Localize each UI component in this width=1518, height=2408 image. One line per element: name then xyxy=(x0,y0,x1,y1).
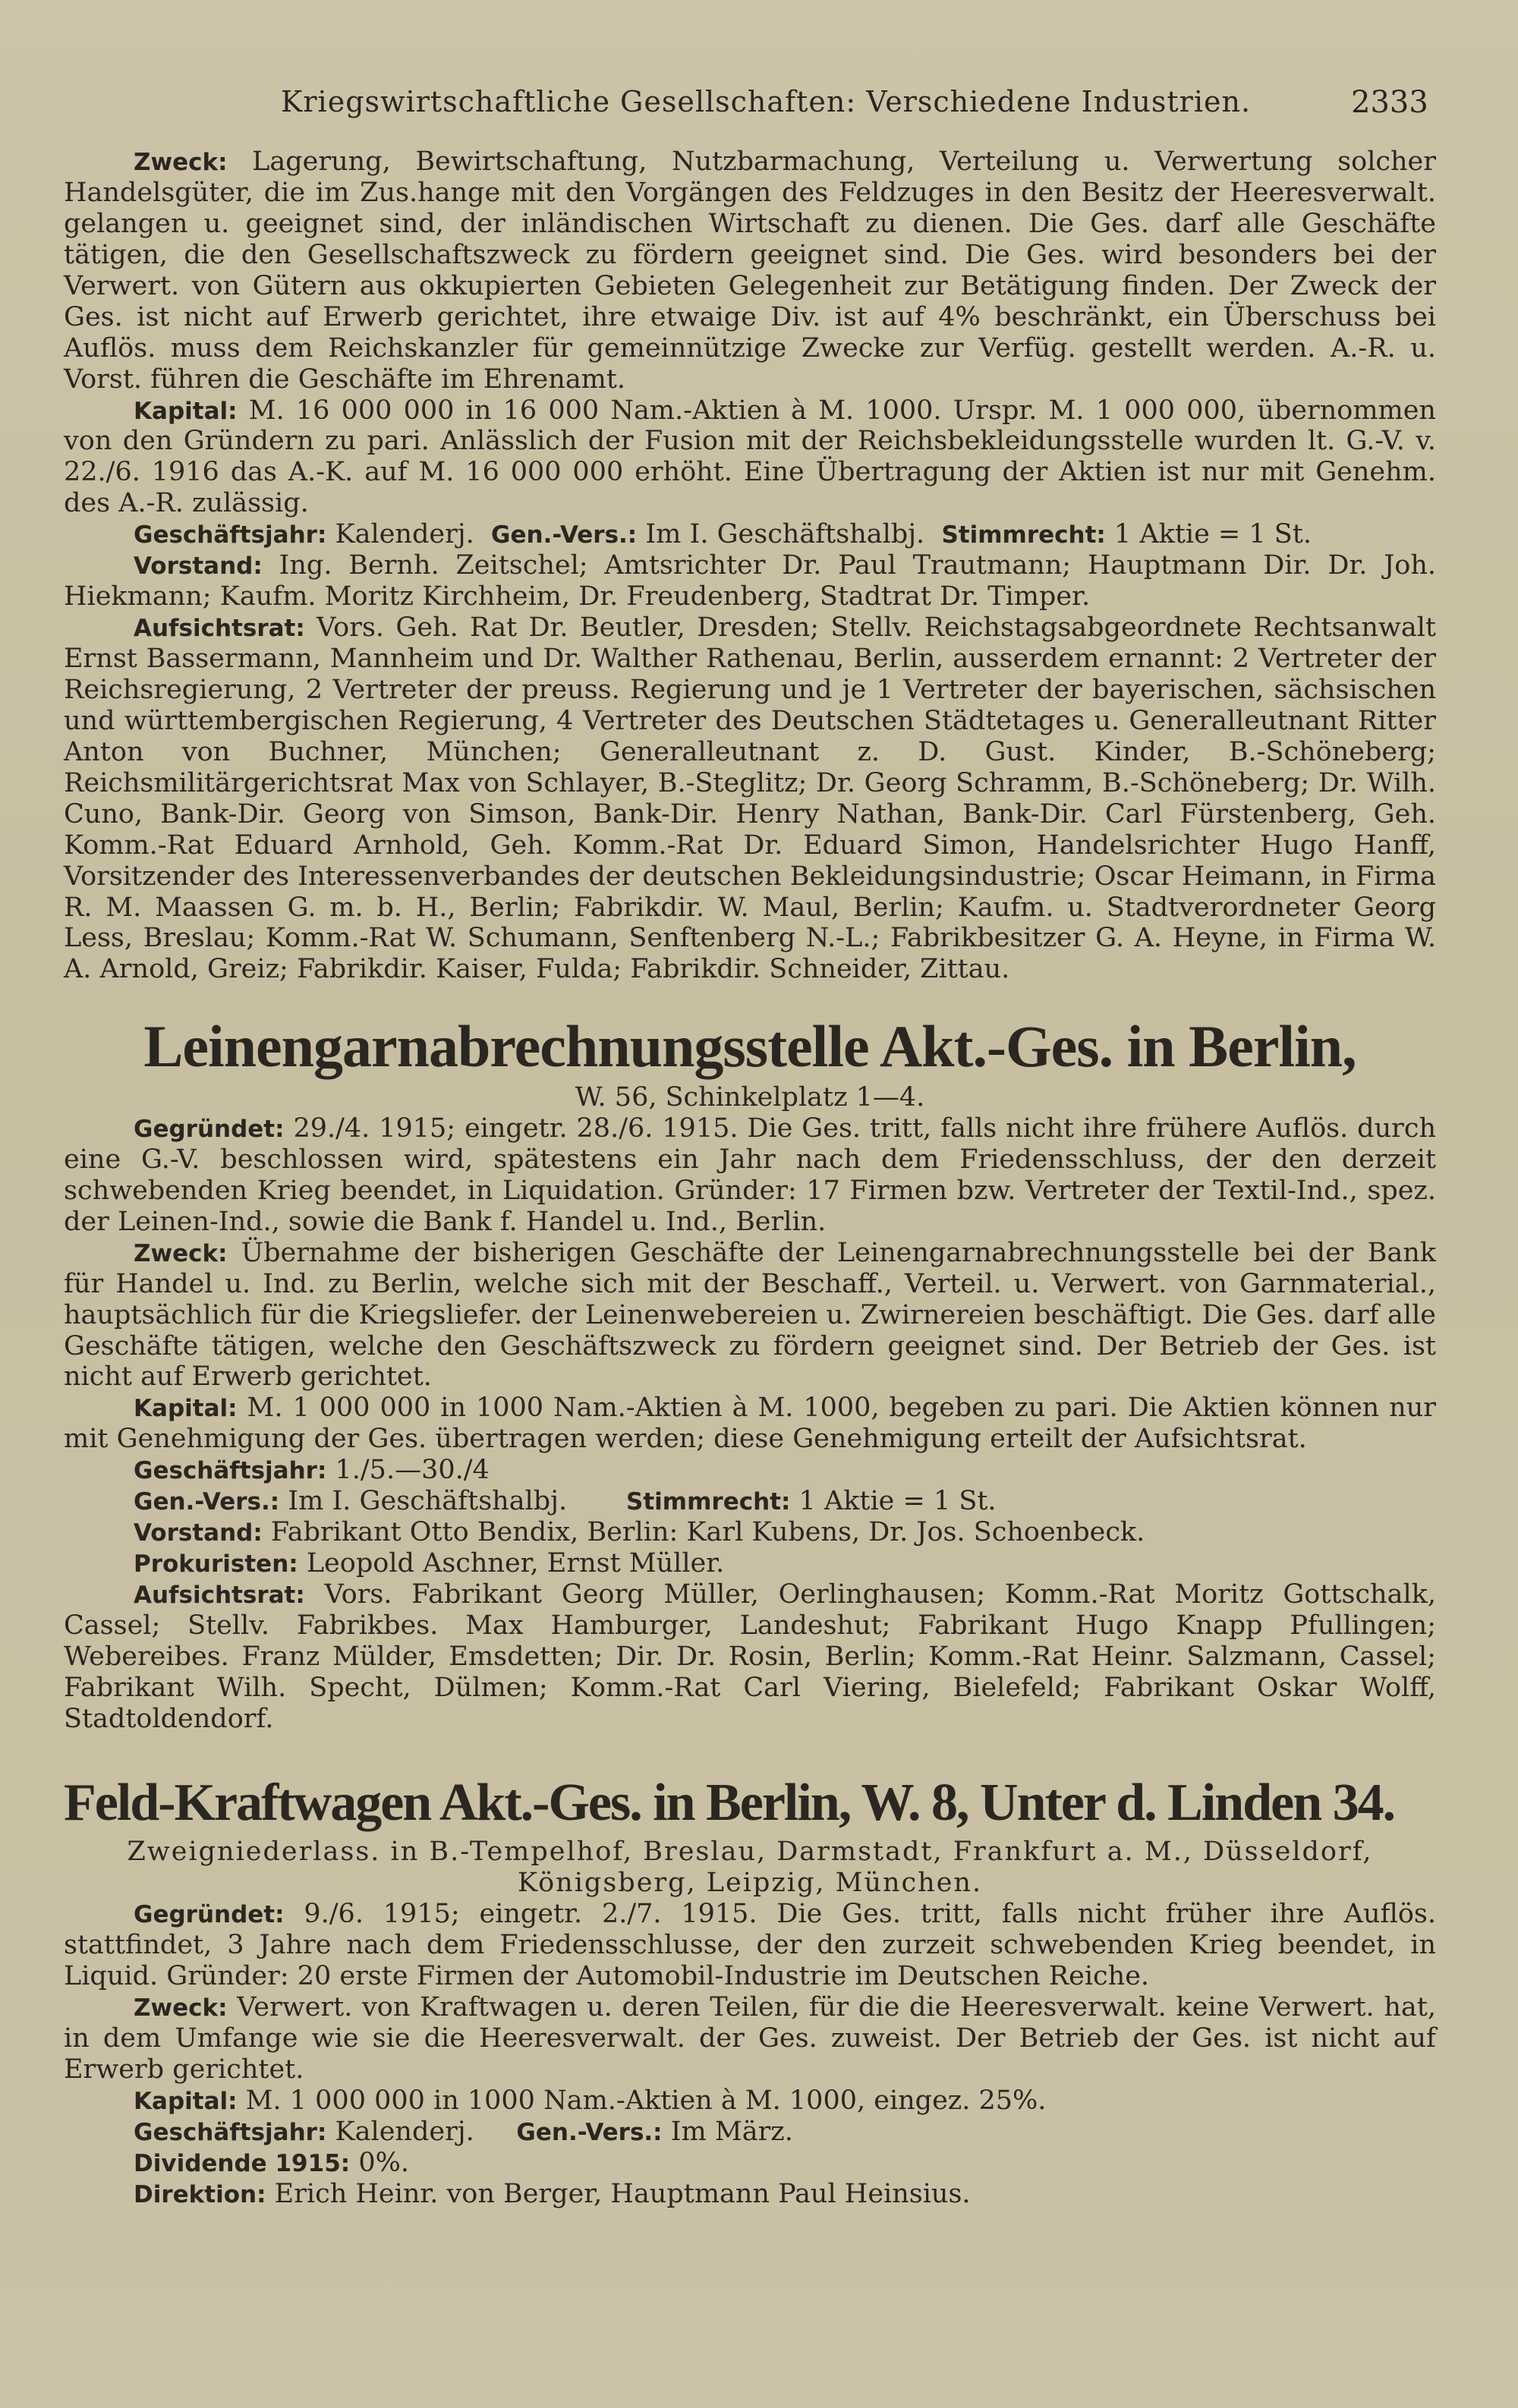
entry3-kapital: Kapital: M. 1 000 000 in 1000 Nam.-Aktien à M. 1000, eingez. 25%. xyxy=(134,2085,1047,2116)
entry1-aufsichtsrat: Aufsichtsrat: Vors. Geh. Rat Dr. Beutler, Dresden; Stellv. Reichstagsabgeordnete Rechtsanwalt Ernst Bassermann, Mannheim und Dr. Walther Rathenau, Berlin, ausserdem ernannt: 2 Vertreter der Reichsregierung, 2 Vertreter der preuss. Regierung und je 1 Vertreter der bayerischen, sächsischen und württembergischen Regierung, 4 Vertreter des Deutschen Städtetages u. Generalleutnant Ritter Anton von Buchner, München; Generalleutnant z. D. Gust. Kinder, B.-Schöneberg; Reichsmilitärgerichtsrat Max von Schlayer, B.-Steglitz; Dr. Georg Schramm, B.-Schöneberg; Dr. Wilh. Cuno, Bank-Dir. Georg von Simson, Bank-Dir. Henry Nathan, Bank-Dir. Carl Fürstenberg, Geh. Komm.-Rat Eduard Arnhold, Geh. Komm.-Rat Dr. Eduard Simon, Handelsrichter Hugo Hanff, Vorsitzender des Interessenverbandes der deutschen Bekleidungsindustrie; Oscar Heimann, in Firma R. M. Maassen G. m. b. H., Berlin; Fabrikdir. W. Maul, Berlin; Kaufm. u. Stadtverordneter Georg Less, Breslau; Komm.-Rat W. Schumann, Senftenberg N.-L.; Fabrikbesitzer G. A. Heyne, in Firma W. A. Arnold, Greiz; Fabrikdir. Kaiser, Fulda; Fabrikdir. Schneider, Zittau. xyxy=(64,612,1436,985)
entry1-vorstand: Vorstand: Ing. Bernh. Zeitschel; Amtsrichter Dr. Paul Trautmann; Hauptmann Dir. Dr. Joh. Hiekmann; Kaufm. Moritz Kirchheim, Dr. Freudenberg, Stadtrat Dr. Timper. xyxy=(64,550,1436,612)
entry3-direktion: Direktion: Erich Heinr. von Berger, Hauptmann Paul Heinsius. xyxy=(134,2178,971,2209)
entry3-branches: Zweigniederlass. in B.-Tempelhof, Breslau, Darmstadt, Frankfurt a. M., Düsseldorf, Königsberg, Leipzig, München. xyxy=(127,1837,1373,1899)
page-body xyxy=(64,146,1436,2209)
page-number: 2333 xyxy=(1351,85,1428,120)
entry2-genvers: Gen.-Vers.: Im I. Geschäftshalbj. Stimmrecht: 1 Aktie = 1 St. xyxy=(134,1486,997,1517)
entry2-aufsichtsrat: Aufsichtsrat: Vors. Fabrikant Georg Müller, Oerlinghausen; Komm.-Rat Moritz Gottschalk, Cassel; Stellv. Fabrikbes. Max Hamburger, Landeshut; Fabrikant Hugo Knapp Pfullingen; Webereibes. Franz Mülder, Emsdetten; Dir. Dr. Rosin, Berlin; Komm.-Rat Heinr. Salzmann, Cassel; Fabrikant Wilh. Specht, Dülmen; Komm.-Rat Carl Viering, Bielefeld; Fabrikant Oskar Wolff, Stadtoldendorf. xyxy=(64,1579,1436,1734)
entry2-title: Leinengarnabrechnungsstelle Akt.-Ges. in Berlin, xyxy=(143,1013,1356,1080)
entry2-kapital: Kapital: M. 1 000 000 in 1000 Nam.-Aktien à M. 1000, begeben zu pari. Die Aktien können nur mit Genehmigung der Ges. übertragen werden; diese Genehmigung erteilt der Aufsichtsrat. xyxy=(64,1393,1436,1455)
entry3-dividende: Dividende 1915: 0%. xyxy=(134,2147,409,2178)
entry2-vorstand: Vorstand: Fabrikant Otto Bendix, Berlin: Karl Kubens, Dr. Jos. Schoenbeck. xyxy=(134,1517,1145,1548)
entry2-gegruendet: Gegründet: 29./4. 1915; eingetr. 28./6. 1915. Die Ges. tritt, falls nicht ihre frühere Auflös. durch eine G.-V. beschlossen wird, spätestens ein Jahr nach dem Friedensschluss, der den derzeit schwebenden Krieg beendet, in Liquidation. Gründer: 17 Firmen bzw. Vertreter der Textil-Ind., spez. der Leinen-Ind., sowie die Bank f. Handel u. Ind., Berlin. xyxy=(64,1113,1436,1237)
entry3-gegruendet: Gegründet: 9./6. 1915; eingetr. 2./7. 1915. Die Ges. tritt, falls nicht früher ihre Auflös. stattfindet, 3 Jahre nach dem Friedensschlusse, der den zurzeit schwebenden Krieg beendet, in Liquid. Gründer: 20 erste Firmen der Automobil-Industrie im Deutschen Reiche. xyxy=(64,1899,1436,1991)
entry1-geschaeftsjahr: Geschäftsjahr: Kalenderj. Gen.-Vers.: Im I. Geschäftshalbj. Stimmrecht: 1 Aktie = 1 St. xyxy=(134,519,1312,550)
entry2-address: W. 56, Schinkelplatz 1—4. xyxy=(575,1082,925,1113)
entry1-kapital: Kapital: M. 16 000 000 in 16 000 Nam.-Aktien à M. 1000. Urspr. M. 1 000 000, übernommen von den Gründern zu pari. Anlässlich der Fusion mit der Reichsbekleidungsstelle wurden lt. G.-V. v. 22./6. 1916 das A.-K. auf M. 16 000 000 erhöht. Eine Übertragung der Aktien ist nur mit Genehm. des A.-R. zulässig. xyxy=(64,395,1436,519)
entry1-zweck: Zweck: Lagerung, Bewirtschaftung, Nutzbarmachung, Verteilung u. Verwertung solcher Handelsgüter, die im Zus.hange mit den Vorgängen des Feldzuges in den Besitz der Heeresverwalt. gelangen u. geeignet sind, der inländischen Wirtschaft zu dienen. Die Ges. darf alle Geschäfte tätigen, die den Gesellschaftszweck zu fördern geeignet sind. Die Ges. wird besonders bei der Verwert. von Gütern aus okkupierten Gebieten Gelegenheit zur Betätigung finden. Der Zweck der Ges. ist nicht auf Erwerb gerichtet, ihre etwaige Div. ist auf 4% beschränkt, ein Überschuss bei Auflös. muss dem Reichskanzler für gemeinnützige Zwecke zur Verfüg. gestellt werden. A.-R. u. Vorst. führen die Geschäfte im Ehrenamt. xyxy=(64,146,1436,395)
entry3-zweck: Zweck: Verwert. von Kraftwagen u. deren Teilen, für die die Heeresverwalt. keine Verwert. hat, in dem Umfange wie sie die Heeresverwalt. der Ges. zuweist. Der Betrieb der Ges. ist nicht auf Erwerb gerichtet. xyxy=(64,1991,1436,2085)
running-head: Kriegswirtschaftliche Gesellschaften: Verschiedene Industrien. xyxy=(281,85,1252,118)
entry3-geschaeftsjahr: Geschäftsjahr: Kalenderj. Gen.-Vers.: Im März. xyxy=(134,2116,793,2147)
entry2-prokuristen: Prokuristen: Leopold Aschner, Ernst Müller. xyxy=(134,1548,725,1579)
entry2-geschaeftsjahr: Geschäftsjahr: 1./5.—30./4 xyxy=(134,1455,490,1486)
entry3-title: Feld-Kraftwagen Akt.-Ges. in Berlin, W. 8, Unter d. Linden 34. xyxy=(64,1773,1395,1832)
entry2-zweck: Zweck: Übernahme der bisherigen Geschäfte der Leinengarnabrechnungsstelle bei der Bank für Handel u. Ind. zu Berlin, welche sich mit der Beschaff., Verteil. u. Verwert. von Garnmaterial., hauptsächlich für die Kriegsliefer. der Leinenwebereien u. Zwirnereien beschäftigt. Die Ges. darf alle Geschäfte tätigen, welche den Geschäftszweck zu fördern geeignet sind. Der Betrieb der Ges. ist nicht auf Erwerb gerichtet. xyxy=(64,1237,1436,1393)
